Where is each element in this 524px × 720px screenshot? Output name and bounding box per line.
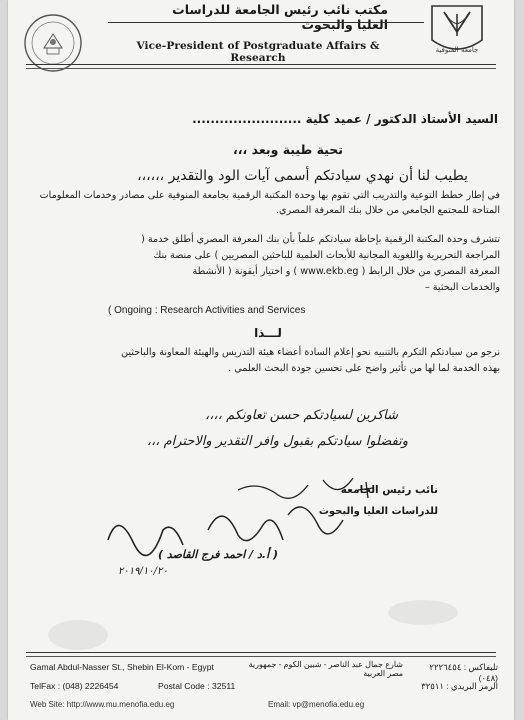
thanks-line: شاكرين لسيادتكم حسن تعاونكم ،،،، — [205, 408, 398, 423]
footer-address-en: Gamal Abdul-Nasser St., Shebin El-Kom - Egypt — [30, 662, 214, 672]
closing-line: وتفضلوا سيادتكم بقبول وافر التقدير والاحترام ،،، — [146, 434, 408, 449]
signatory-name: ( أ.د / احمد فرج القاصد ) — [157, 548, 278, 561]
paragraph-service: المراجعة التحريرية واللغوية المجانية للأبحاث العلمية للباحثين المصريين ) على منصة بنك — [153, 250, 500, 261]
greeting: تحية طيبة وبعد ،،، — [233, 142, 343, 157]
scan-smudge — [48, 620, 108, 650]
university-logo-icon — [426, 2, 488, 58]
recipient-line: السيد الأستاذ الدكتور / عميد كلية ........................ — [192, 112, 498, 126]
letter-page — [8, 0, 514, 720]
paragraph-request-cont: بهذه الخدمة لما لها من تأثير واضح على تحسين جودة البحث العلمي . — [228, 363, 500, 374]
paragraph-intro: في إطار خطط التوعية والتدريب التي تقوم بها وحدة المكتبة الرقمية بجامعة المنوفية على مصادر وخدمات المعلومات المتاحة للمجتمع الجامعي من خلال بنك المعرفة المصري. — [39, 190, 500, 216]
office-title-english: Vice-President of Postgraduate Affairs & Research — [136, 40, 380, 64]
footer-telfax-ar: تليفاكس : ٢٢٢٦٤٥٤ (٠٤٨) — [429, 662, 498, 683]
footer-email: Email: vp@menofia.edu.eg — [268, 700, 365, 709]
salutation: يطيب لنا أن نهدي سيادتكم أسمى آيات الود والتقدير ،،،،،، — [137, 168, 468, 184]
header-rule — [108, 22, 424, 23]
footer-telfax-en: TelFax : (048) 2226454 — [30, 681, 119, 691]
signatory-title: نائب رئيس الجامعة — [340, 484, 438, 496]
scan-smudge — [388, 600, 458, 625]
signature-date: ٢٠١٩/١٠/٢٠ — [118, 566, 168, 577]
footer-rule — [26, 652, 496, 653]
footer-rule-thin — [26, 656, 496, 657]
footer-postal-en: Postal Code : 32511 — [158, 681, 236, 691]
signatory-department: للدراسات العليا والبحوث — [318, 506, 438, 517]
office-title-arabic: مكتب نائب رئيس الجامعة للدراسات العليا والبحوث — [172, 2, 388, 32]
paragraph-request: نرجو من سيادتكم التكرم بالتنبيه نحو إعلام السادة أعضاء هيئة التدريس والهيئة المعاونة والباحثين — [121, 347, 500, 358]
paragraph-link: المعرفة المصري من خلال الرابط ( www.ekb.eg ) و اختيار أيقونة ( الأنشطة — [192, 266, 500, 277]
therefore-heading: لـــذا — [254, 326, 282, 340]
footer-website: Web Site: http://www.mu.menofia.edu.eg — [30, 700, 175, 709]
header-divider-thin — [26, 68, 496, 69]
logo-caption: جامعة المنوفية — [435, 46, 479, 54]
paragraph-announcement: تتشرف وحدة المكتبة الرقمية بإحاطة سيادتكم علماً بأن بنك المعرفة المصري أطلق خدمة ( — [141, 234, 500, 245]
ongoing-label: ( Ongoing : Research Activities and Services — [108, 305, 306, 316]
footer-address-ar: شارع جمال عبد الناصر - شبين الكوم - جمهورية مصر العربية — [248, 660, 403, 678]
header-divider — [26, 64, 496, 65]
footer-postal-ar: الرمز البريدي : ٣٢٥١١ — [421, 681, 498, 691]
paragraph-services-label: والخدمات البحثية – — [424, 282, 500, 293]
